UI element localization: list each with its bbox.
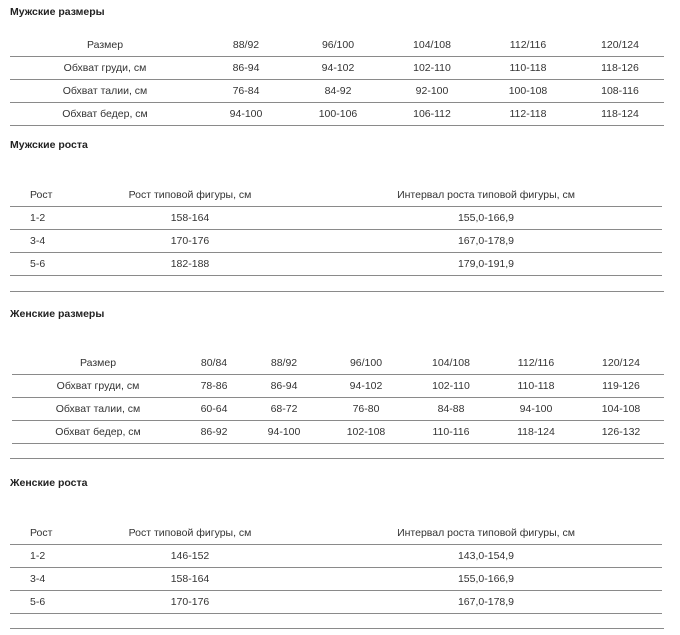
table-cell: 86-92 [184, 421, 244, 444]
row-label: Обхват талии, см [10, 80, 200, 103]
table-cell: 167,0-178,9 [310, 591, 662, 614]
table-cell: 94-102 [292, 57, 384, 80]
table-cell: 170-176 [70, 230, 310, 253]
table-cell: 126-132 [578, 421, 664, 444]
header-cell: Размер [12, 352, 184, 375]
table-row [10, 103, 664, 126]
table-cell: 92-100 [384, 80, 480, 103]
row-label: Обхват груди, см [12, 375, 184, 398]
row-label: 3-4 [10, 568, 70, 591]
table-cell: 146-152 [70, 545, 310, 568]
header-cell: 88/92 [200, 34, 292, 57]
table-header-row [10, 34, 664, 57]
men-heights-title: Мужские роста [10, 139, 88, 151]
header-cell: Рост типовой фигуры, см [70, 184, 310, 207]
header-cell: 96/100 [324, 352, 408, 375]
table-cell: 110-116 [408, 421, 494, 444]
row-label: Обхват талии, см [12, 398, 184, 421]
table-row [12, 398, 664, 421]
table-cell: 155,0-166,9 [310, 207, 662, 230]
men-sizes-table [10, 34, 664, 126]
header-cell: Интервал роста типовой фигуры, см [310, 522, 662, 545]
women-heights-table [10, 522, 662, 614]
table-row [10, 80, 664, 103]
table-cell: 143,0-154,9 [310, 545, 662, 568]
men-sizes-title: Мужские размеры [10, 6, 105, 18]
women-sizes-title: Женские размеры [10, 308, 105, 320]
table-cell: 94-100 [494, 398, 578, 421]
table-cell: 94-100 [200, 103, 292, 126]
table-cell: 118-124 [576, 103, 664, 126]
table-cell: 158-164 [70, 207, 310, 230]
table-cell: 76-80 [324, 398, 408, 421]
row-label: 3-4 [10, 230, 70, 253]
header-cell: 96/100 [292, 34, 384, 57]
table-cell: 86-94 [244, 375, 324, 398]
table-row [10, 568, 662, 591]
table-cell: 110-118 [480, 57, 576, 80]
header-cell: Рост [10, 184, 70, 207]
table-cell: 100-106 [292, 103, 384, 126]
table-cell: 102-110 [408, 375, 494, 398]
table-cell: 60-64 [184, 398, 244, 421]
table-row [10, 253, 662, 276]
section-divider [10, 628, 664, 629]
row-label: Обхват бедер, см [10, 103, 200, 126]
table-cell: 104-108 [578, 398, 664, 421]
table-cell: 182-188 [70, 253, 310, 276]
table-cell: 76-84 [200, 80, 292, 103]
table-header-row [10, 184, 662, 207]
table-row [12, 375, 664, 398]
table-cell: 102-110 [384, 57, 480, 80]
table-row [10, 207, 662, 230]
header-cell: Рост типовой фигуры, см [70, 522, 310, 545]
table-cell: 118-124 [494, 421, 578, 444]
table-cell: 78-86 [184, 375, 244, 398]
table-header-row [12, 352, 664, 375]
table-cell: 112-118 [480, 103, 576, 126]
table-cell: 86-94 [200, 57, 292, 80]
table-row [12, 421, 664, 444]
table-header-row [10, 522, 662, 545]
row-label: Обхват груди, см [10, 57, 200, 80]
table-cell: 100-108 [480, 80, 576, 103]
header-cell: 80/84 [184, 352, 244, 375]
table-row [10, 545, 662, 568]
table-cell: 119-126 [578, 375, 664, 398]
row-label: 5-6 [10, 591, 70, 614]
table-cell: 158-164 [70, 568, 310, 591]
section-divider [10, 458, 664, 459]
table-cell: 94-100 [244, 421, 324, 444]
table-cell: 170-176 [70, 591, 310, 614]
row-label: Обхват бедер, см [12, 421, 184, 444]
header-cell: 104/108 [384, 34, 480, 57]
header-cell: 112/116 [494, 352, 578, 375]
table-cell: 106-112 [384, 103, 480, 126]
row-label: 1-2 [10, 545, 70, 568]
men-heights-table [10, 184, 662, 276]
table-cell: 118-126 [576, 57, 664, 80]
section-divider [10, 291, 664, 292]
table-cell: 110-118 [494, 375, 578, 398]
header-cell: 120/124 [576, 34, 664, 57]
header-cell: 88/92 [244, 352, 324, 375]
women-sizes-table [12, 352, 664, 444]
table-cell: 155,0-166,9 [310, 568, 662, 591]
header-cell: Рост [10, 522, 70, 545]
table-cell: 179,0-191,9 [310, 253, 662, 276]
header-cell: Размер [10, 34, 200, 57]
table-cell: 108-116 [576, 80, 664, 103]
table-row [10, 591, 662, 614]
table-cell: 102-108 [324, 421, 408, 444]
table-cell: 94-102 [324, 375, 408, 398]
row-label: 1-2 [10, 207, 70, 230]
header-cell: 104/108 [408, 352, 494, 375]
header-cell: 120/124 [578, 352, 664, 375]
table-row [10, 230, 662, 253]
table-row [10, 57, 664, 80]
table-cell: 167,0-178,9 [310, 230, 662, 253]
women-heights-title: Женские роста [10, 477, 88, 489]
table-cell: 68-72 [244, 398, 324, 421]
table-cell: 84-88 [408, 398, 494, 421]
row-label: 5-6 [10, 253, 70, 276]
header-cell: Интервал роста типовой фигуры, см [310, 184, 662, 207]
table-cell: 84-92 [292, 80, 384, 103]
header-cell: 112/116 [480, 34, 576, 57]
